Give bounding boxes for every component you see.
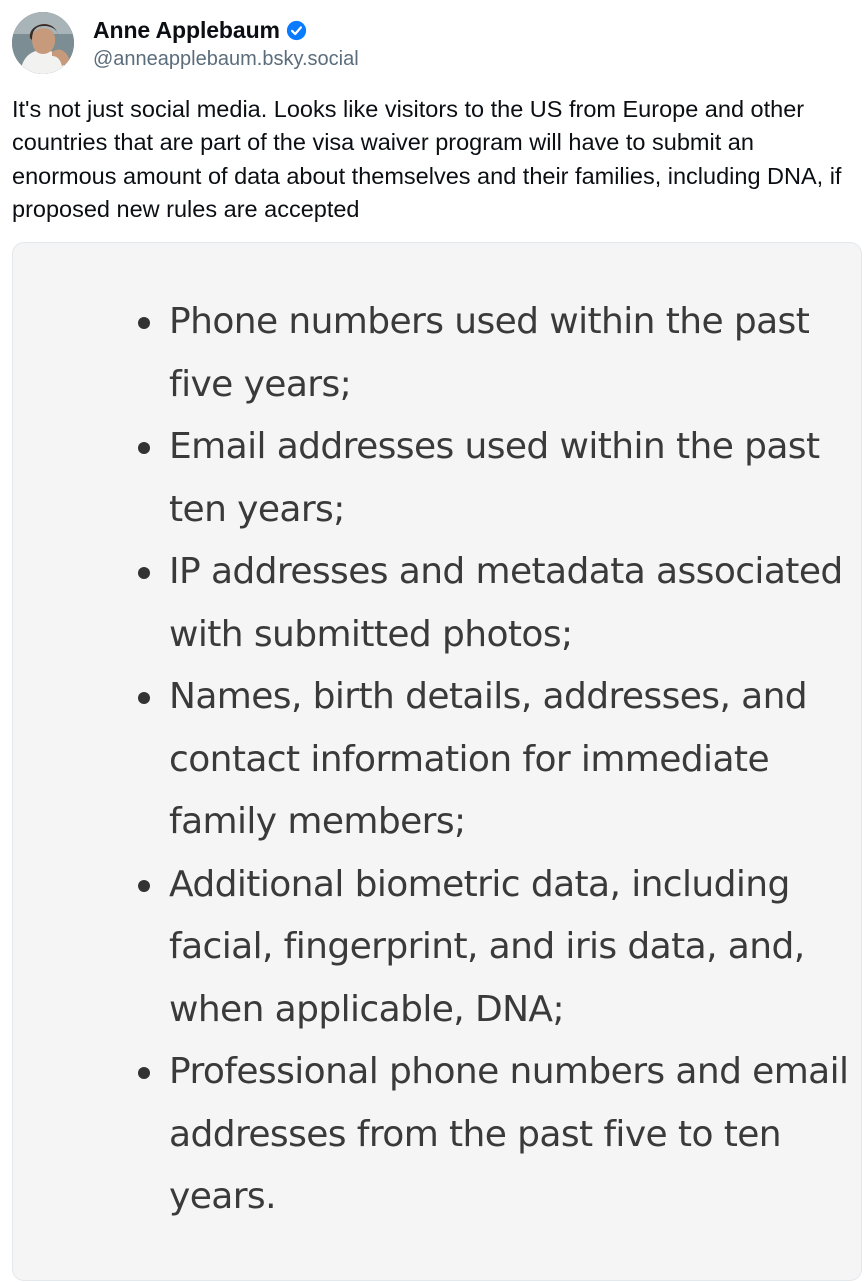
bullet-icon [138, 317, 150, 329]
list-item [169, 666, 849, 854]
list-item-text: Professional phone numbers and email addresses from the past five to ten years. [169, 1051, 849, 1217]
list-item [169, 541, 849, 666]
verified-checkmark-icon[interactable] [286, 20, 307, 41]
list-item [169, 854, 849, 1042]
list-item-text: Names, birth details, addresses, and contact information for immediate family members; [169, 676, 808, 842]
requirements-list [169, 291, 849, 1229]
bullet-icon [138, 1067, 150, 1079]
avatar-image [12, 12, 74, 74]
list-item [169, 291, 849, 416]
bullet-icon [138, 567, 150, 579]
list-item-text: Email addresses used within the past ten years; [169, 426, 820, 530]
list-item [169, 1041, 849, 1229]
bullet-icon [138, 880, 150, 892]
author-display-name[interactable]: Anne Applebaum [93, 16, 280, 43]
bullet-icon [138, 442, 150, 454]
list-item-text: IP addresses and metadata associated with submitted photos; [169, 551, 843, 655]
post-header [12, 12, 359, 74]
list-item-text: Phone numbers used within the past five years; [169, 301, 810, 405]
list-item-text: Additional biometric data, including facial, fingerprint, and iris data, and, when applicable, DNA; [169, 863, 805, 1030]
embedded-image[interactable] [12, 242, 862, 1281]
author-handle[interactable]: @anneapplebaum.bsky.social [93, 48, 359, 70]
avatar[interactable] [12, 12, 74, 74]
bullet-icon [138, 692, 150, 704]
list-item [169, 416, 849, 541]
post-text: It's not just social media. Looks like visitors to the US from Europe and other countries that are part of the visa waiver program will have to submit an enormous amount of data about themselves and their families, including DNA, if proposed new rules are accepted [12, 96, 842, 222]
